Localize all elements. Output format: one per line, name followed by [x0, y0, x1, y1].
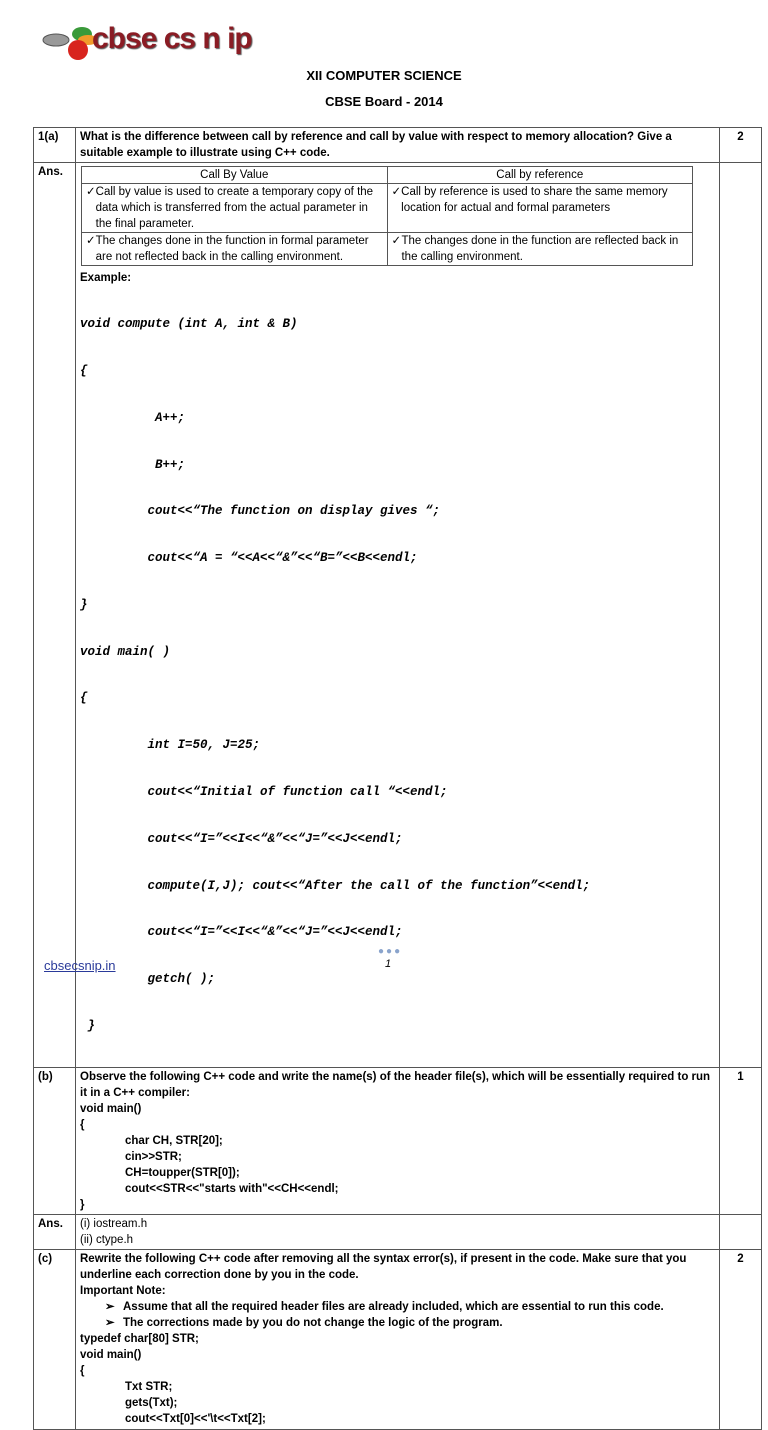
note-item: Assume that all the required header files are already included, which are essential to run this code. [123, 1300, 664, 1313]
code-line: B++; [80, 457, 186, 472]
code-line: cout<<Txt[0]<<'\t<<Txt[2]; [125, 1412, 266, 1425]
code-line: cout<<“The function on display gives “; [80, 504, 441, 519]
code-line: A++; [80, 410, 186, 425]
question-row [34, 1249, 762, 1429]
answer-item: (ii) ctype.h [80, 1233, 134, 1246]
code-line: void compute (int A, int & B) [80, 317, 298, 332]
code-line: compute(I,J); cout<<“After the call of the function”<<endl; [80, 878, 591, 893]
table-cell: The changes done in the function in formal parameter are not reflected back in the calling environment. [95, 235, 369, 263]
check-icon: ✓ [86, 235, 96, 247]
code-line: CH=toupper(STR[0]); [125, 1166, 240, 1179]
code-line: getch( ); [80, 972, 216, 987]
arrow-bullet-icon: ➢ [105, 1316, 115, 1329]
answer-item: (i) iostream.h [80, 1217, 148, 1230]
question-number: (c) [34, 1249, 76, 1429]
example-label: Example: [80, 272, 132, 284]
logo-icon [40, 22, 100, 62]
code-line: { [80, 691, 88, 706]
code-line: cout<<STR<<"starts with"<<CH<<endl; [125, 1182, 339, 1195]
marks: 1 [720, 1067, 762, 1214]
code-line: { [80, 1364, 85, 1377]
answer-content [76, 163, 720, 1068]
code-line: typedef char[80] STR; [80, 1332, 199, 1345]
code-line: } [80, 1198, 85, 1211]
question-content [76, 1067, 720, 1214]
code-line: cout<<“Initial of function call “<<endl; [80, 785, 448, 799]
question-text: Observe the following C++ code and write the name(s) of the header file(s), which will be essentially required to run it in a C++ compiler: [80, 1070, 711, 1099]
page-number: 1 [385, 958, 392, 970]
code-line: void main() [80, 1348, 142, 1361]
answer-row [34, 1214, 762, 1249]
code-line: void main( ) [80, 644, 171, 659]
code-line: { [80, 363, 88, 378]
logo-text: cbse cs n ip [92, 22, 252, 55]
code-line: cout<<“A = “<<A<<“&”<<“B=”<<B<<endl; [80, 551, 418, 566]
arrow-bullet-icon: ➢ [105, 1300, 115, 1313]
code-line: cout<<“I=”<<I<<“&”<<“J=”<<J<<endl; [80, 831, 403, 846]
comparison-table [81, 166, 693, 266]
check-icon: ✓ [86, 186, 96, 198]
question-text: Rewrite the following C++ code after removing all the syntax error(s), if present in the code. Make sure that you underline each correction done by you in the code. [80, 1252, 687, 1281]
code-line: int I=50, J=25; [80, 738, 261, 753]
code-line: } [80, 597, 88, 612]
page-dots-icon: ●●● [378, 946, 403, 957]
question-text: What is the difference between call by reference and call by value with respect to memory allocation? Give a suitable example to illustrate using C++ code. [76, 128, 720, 163]
answer-label: Ans. [34, 163, 76, 1068]
code-line: void main() [80, 1102, 142, 1115]
note-item: The corrections made by you do not change the logic of the program. [123, 1316, 503, 1329]
question-number: 1(a) [34, 128, 76, 163]
check-icon: ✓ [391, 186, 402, 198]
note-label: Important Note: [80, 1284, 166, 1297]
doc-subtitle: CBSE Board - 2014 [325, 94, 443, 109]
question-row [34, 1067, 762, 1214]
answer-label: Ans. [34, 1214, 76, 1249]
code-line: cin>>STR; [125, 1150, 182, 1163]
column-header: Call by reference [387, 167, 693, 184]
question-number: (b) [34, 1067, 76, 1214]
table-cell: Call by reference is used to share the same memory location for actual and formal parameters [401, 186, 668, 214]
question-content [76, 1249, 720, 1429]
logo [40, 22, 280, 62]
code-line: } [80, 1018, 96, 1033]
column-header: Call By Value [82, 167, 388, 184]
code-line: gets(Txt); [125, 1396, 178, 1409]
footer-site-link[interactable]: cbsecsnip.in [44, 958, 116, 973]
table-cell: The changes done in the function are reflected back in the calling environment. [401, 235, 679, 263]
code-line: char CH, STR[20]; [125, 1134, 223, 1147]
code-line: Txt STR; [125, 1380, 173, 1393]
question-table [33, 127, 762, 1430]
code-line: cout<<“I=”<<I<<“&”<<“J=”<<J<<endl; [80, 925, 403, 940]
table-cell: Call by value is used to create a temporary copy of the data which is transferred from the actual parameter in the final parameter. [95, 186, 374, 230]
doc-title: XII COMPUTER SCIENCE [306, 68, 462, 83]
check-icon: ✓ [391, 235, 402, 247]
answer-row [34, 163, 762, 1068]
code-line: { [80, 1118, 85, 1131]
marks: 2 [720, 1249, 762, 1429]
marks: 2 [720, 128, 762, 163]
question-row [34, 128, 762, 163]
